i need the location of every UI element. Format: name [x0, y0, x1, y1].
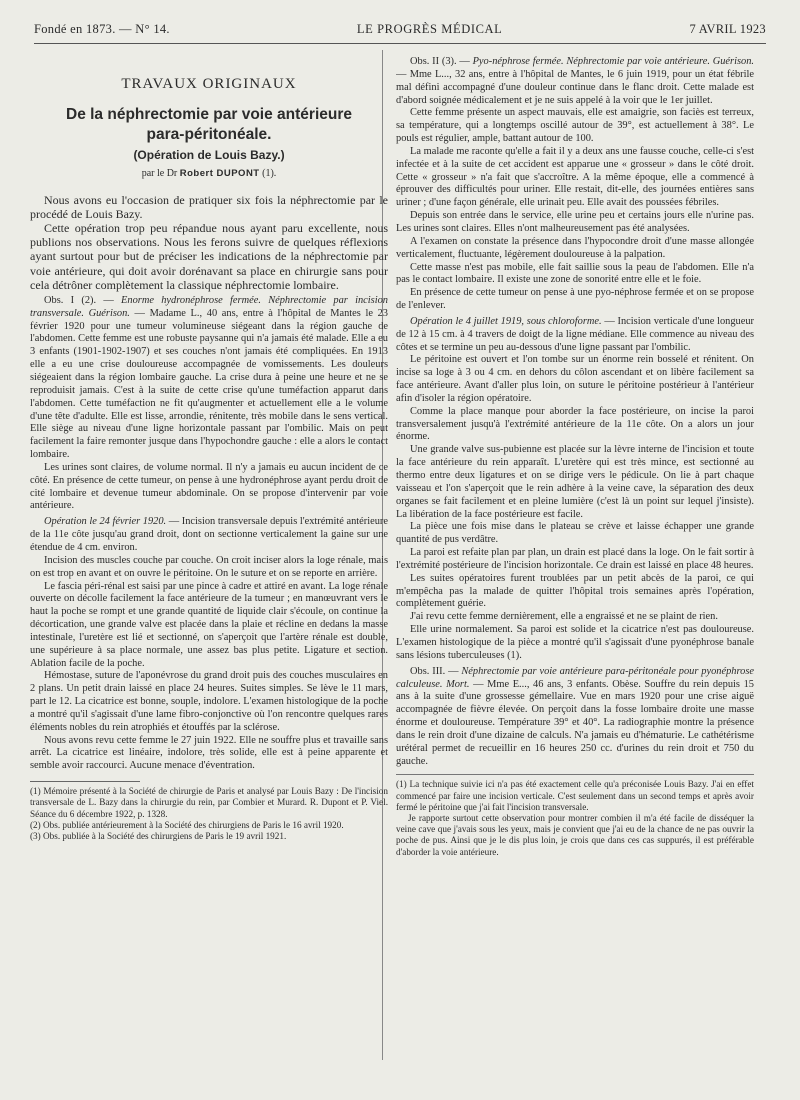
footnote: (3) Obs. publiée à la Société des chirurgiens de Paris le 19 avril 1921.: [30, 830, 287, 841]
obs-text: — Madame L., 40 ans, entre à l'hôpital de Mantes le 23 février 1920 pour une tumeur volumineuse siégeant dans la région gauche de l'abdomen. Cette femme est une robuste paysanne qui n'a jamais été malade. Elle a eu 3 enfants (1901-1902-1907) et ses couches n'ont jamais été compliquées. En 1913 elle a eu une crise douloureuse accompagnée de vomissements. Les douleurs siégeaient dans la région lombaire gauche. La crise dura à peine une heure et ne se reproduisit jamais. C'est à la suite de cette crise qu'une tuméfaction apparut dans l'abdomen. Cette tuméfaction ne fit qu'augmenter et actuellement elle a le volume d'une tête d'adulte. Elle est lisse, arrondie, rénitente, très mobile dans le sens vertical. Elle siège au niveau d'une ligne horizontale passant par l'ombilic. Mais on peut facilement la faire remonter jusque dans l'hypochondre gauche : elle a alors le contact lombaire.: [30, 307, 388, 461]
obs-title: Enorme hydronéphrose fermée. Néphrectomie par incision transversale. Guérison.: [30, 294, 388, 319]
footnote: (1) Mémoire présenté à la Société de chirurgie de Paris et analysé par Louis Bazy : De l'incision transversale de L. Bazy dans la chirurgie du rein, par Combier et Murard. R. Dupont et P. Viel. Séance du 6 décembre 1922, p. 1328.: [30, 786, 388, 819]
section-title: TRAVAUX ORIGINAUX: [121, 76, 297, 92]
byline: [30, 168, 388, 181]
intro-paragraph: Cette opération trop peu répandue nous ayant paru excellente, nous publions nos observations. Nous les ferons suivre de quelques réflexions ayant surtout pour but de préciser les indications de la néphrectomie par voie antérieure, qui doit avoir dorénavant sa place en chirurgie sans pour cela détrôner complètement la classique néphrectomie lombaire.: [30, 220, 388, 292]
obs-heading: Obs. II (3). —: [410, 56, 473, 67]
paragraph: Les suites opératoires furent troublées par un petit abcès de la paroi, ce qui m'empêcha pas la malade de quitter l'hôpital trois semaines après l'opération, complètement guérie.: [396, 572, 754, 610]
obs-heading: Obs. I (2). —: [44, 294, 122, 306]
footnote: (2) Obs. publiée antérieurement à la Société des chirurgiens de Paris le 16 avril 1920.: [30, 819, 344, 830]
byline-ref: (1).: [262, 167, 277, 179]
observation-3: [396, 666, 754, 769]
observation-2: [396, 56, 754, 107]
footnote: (1) La technique suivie ici n'a pas été exactement celle qu'a préconisée Louis Bazy. J'ai en effet commencé par faire une incision verticale. C'est seulement dans un second temps et après avoir fermé le péritoine que j'ai fait l'incision transversale.: [396, 779, 754, 812]
footnote-rule: [30, 781, 140, 782]
obs-title: Pyo-néphrose fermée. Néphrectomie par voie antérieure. Guérison.: [472, 56, 754, 67]
paragraph: Les urines sont claires, de volume normal. Il n'y a jamais eu aucun incident de ce côté. En présence de cette tumeur, on pense à une hydronéphrose ayant perdu droit de cité lombaire et devenue tumeur abdominale. On se propose d'intervenir par voie antérieure.: [30, 461, 388, 512]
obs-text: — Mme E..., 46 ans, 3 enfants. Obèse. Souffre du rein depuis 15 ans à la suite d'une grossesse gémellaire. Vue en mars 1920 pour une crise aiguë accompagnée de fièvre élevée. On perçoit dans la fosse lombaire droite une masse énorme et douloureuse. Température 39° et 40°. La radiographie montre la présence dans le rein droit d'une dizaine de calculs. N'a jamais eu d'hématurie. Le cathétérisme urétéral permet de recueillir en 16 heures 250 cc. d'urines du rein droit et 750 du gauche.: [396, 678, 754, 767]
paragraph: Le péritoine est ouvert et l'on tombe sur un énorme rein bosselé et rénitent. On incise sa loge à 3 ou 4 cm. en dehors du côlon ascendant et on libère facilement sa face antérieure. Avant d'aller plus loin, on suture le péritoine postérieur à l'antérieur afin d'isoler la région opératoire.: [396, 354, 754, 404]
issue-date: 7 AVRIL 1923: [689, 22, 766, 36]
article-title-line2: para-péritonéale.: [146, 125, 272, 143]
operation-heading: Opération le 24 février 1920.: [44, 516, 167, 528]
operation-paragraph: [396, 316, 754, 355]
byline-prefix: par le Dr: [141, 167, 178, 179]
paragraph: A l'examen on constate la présence dans l'hypocondre droit d'une masse allongée verticalement, fluctuante, légèrement douloureuse à la palpation.: [396, 235, 754, 260]
operation-paragraph: [30, 516, 388, 555]
article-title-line1: De la néphrectomie par voie antérieure: [66, 105, 352, 123]
paragraph: En présence de cette tumeur on pense à une pyo-néphrose fermée et on se propose de l'enlever.: [396, 287, 754, 312]
paragraph: La malade me raconte qu'elle a fait il y a deux ans une fausse couche, celle-ci s'est infectée et à la suite de cet accident est apparue une « grosseur » dans le côté droit. Cette « grosseur » n'a fait que s'accroître. A la même époque, elle a commencé à éprouver des difficultés pour uriner. Elle restait, dit-elle, des journées entières sans uriner ; d'une façon générale, elle urinait peu. Elle avait des poussées fébriles.: [396, 145, 754, 209]
obs-title: Néphrectomie par voie antérieure para-péritonéale pour pyonéphrose calculeuse. Mort.: [396, 665, 754, 690]
header-founded: Fondé en 1873. — N° 14.: [34, 22, 170, 36]
operation-text: — Incision transversale depuis l'extrémité antérieure de la 11e côte jusqu'au grand droit, dont on sectionne verticalement la gaine sur une étendue de 4 cm. environ.: [30, 516, 388, 553]
paragraph: Hémostase, suture de l'aponévrose du grand droit puis des couches musculaires en 2 plans. Un petit drain laissé en place 24 heures. Suites simples. Se lève le 11 mars, part le 12. La cicatrice est bonne, souple, indolore. L'examen histologique de la poche a montré qu'il s'agissait d'une lame fibro-conjonctive où l'on rencontre quelques rares éléments nobles du rein atrophiés et étouffés par la sclérose.: [30, 670, 388, 733]
journal-title: LE PROGRÈS MÉDICAL: [356, 22, 503, 36]
paragraph: Nous avons revu cette femme le 27 juin 1922. Elle ne souffre plus et travaille sans arrêt. La cicatrice est linéaire, indolore, très solide, elle est à peine apparente et semble avoir raccourci. Aucune menace d'éventration.: [30, 734, 388, 772]
article-title: [30, 105, 388, 145]
paragraph: Cette femme présente un aspect mauvais, elle est amaigrie, son faciès est terreux, sa température, qui a longtemps oscillé autour de 39°, est actuellement à 38°. Le pouls est régulier, ample, battant autour de 100.: [396, 107, 754, 145]
paragraph: Depuis son entrée dans le service, elle urine peu et certains jours elle n'urine pas. Les urines sont claires. Elles n'ont malheureusement pas été analysées.: [396, 210, 754, 234]
obs-text: — Mme L..., 32 ans, entre à l'hôpital de Mantes, le 6 juin 1919, pour un état fébrile mal défini accompagné d'une douleur continue dans le flanc droit. Cette malade est d'abord soignée médicalement et je ne suis appelé à la voir que le 1er juillet.: [396, 68, 754, 106]
paragraph: Incision des muscles couche par couche. On croit inciser alors la loge rénale, mais on est trop en avant et on ouvre le péritoine. On le suture et on se reporte en arrière.: [30, 554, 388, 579]
paragraph: La paroi est refaite plan par plan, un drain est placé dans la loge. On le fait sortir à l'extrémité postérieure de l'incision horizontale. Ce drain est laissé en place 48 heures.: [396, 547, 754, 571]
footnote: Je rapporte surtout cette observation pour montrer combien il m'a été facile de disséquer la veine cave que j'avais sous les yeux, mais je convient que j'ai eu de la chance de ne pas ouvrir la poche de pus. Ainsi que je le dis plus loin, je crois que dans ces cas suppurés, il est préférable d'aborder la voie antérieure.: [396, 813, 754, 857]
obs-heading: Obs. III. —: [410, 665, 462, 677]
paragraph: J'ai revu cette femme dernièrement, elle a engraissé et ne se plaint de rien.: [410, 611, 718, 623]
paragraph: Elle urine normalement. Sa paroi est solide et la cicatrice n'est pas douloureuse. L'examen histologique de la pièce a montré qu'il s'agissait d'une pyonéphrose banale sans lésions tuberculeuses (1).: [396, 624, 754, 661]
footnotes: [30, 786, 388, 842]
observation-1: [30, 295, 388, 462]
paragraph: Comme la place manque pour aborder la face postérieure, on incise la paroi transversalement jusqu'à l'extrémité antérieure de la 11e côte. On a alors un jour énorme.: [396, 405, 754, 443]
running-header: [34, 22, 766, 42]
paragraph: Cette masse n'est pas mobile, elle fait saillie sous la peau de l'abdomen. Elle n'a pas le contact lombaire. Il existe une zone de sonorité entre elle et le foie.: [396, 261, 754, 286]
left-column: [30, 56, 388, 1060]
footnotes: [396, 774, 754, 857]
intro-paragraph: Nous avons eu l'occasion de pratiquer six fois la néphrectomie par le procédé de Louis Bazy.: [30, 192, 388, 221]
article-subtitle: (Opération de Louis Bazy.): [133, 147, 285, 162]
paragraph: Une grande valve sus-pubienne est placée sur la lèvre interne de l'incision et toute la face antérieure du rein apparaît. L'uretère qui est très mince, est sectionné au thermo entre deux ligatures et on se dirige vers le pédicule. On lie à part chaque vaisseau et l'on s'aperçoit que le rein adhère à la veine cave, la séparation des deux organes se fait facilement et en pleine lumière (c'est là un point sur lequel j'insiste). La libération de la face postérieure est facile.: [396, 444, 754, 520]
paragraph: La pièce une fois mise dans le plateau se crève et laisse échapper une grande quantité de pus verdâtre.: [396, 521, 754, 546]
author-name: Robert DUPONT: [179, 167, 260, 179]
right-column: [396, 56, 754, 1060]
operation-text: — Incision verticale d'une longueur de 12 à 15 cm. à 4 travers de doigt de la ligne médiane. Elle commence au niveau des côtes et se termine un peu au-dessous d'une ligne passant par l'ombilic.: [396, 315, 754, 353]
operation-heading: Opération le 4 juillet 1919, sous chloroforme.: [410, 315, 602, 327]
header-rule: [34, 43, 766, 44]
footnote-rule: [396, 774, 754, 775]
paragraph: Le fascia péri-rénal est saisi par une pince à cadre et attiré en avant. La loge rénale ouverte on décolle facilement la face antérieure de la tumeur ; en manœuvrant vers le haut la poche se rompt et une grande quantité de liquide clair s'écoule, on continue la décortication, une grande valve est placée dans la plaie et récline en dedans la masse intestinale, l'uretère est lié et sectionné, on s'aperçoit que l'artère rénale est double, une supérieure à sa place normale, une assez bas plus petite. Ligature et section. Ablation facile de la poche.: [30, 580, 388, 669]
